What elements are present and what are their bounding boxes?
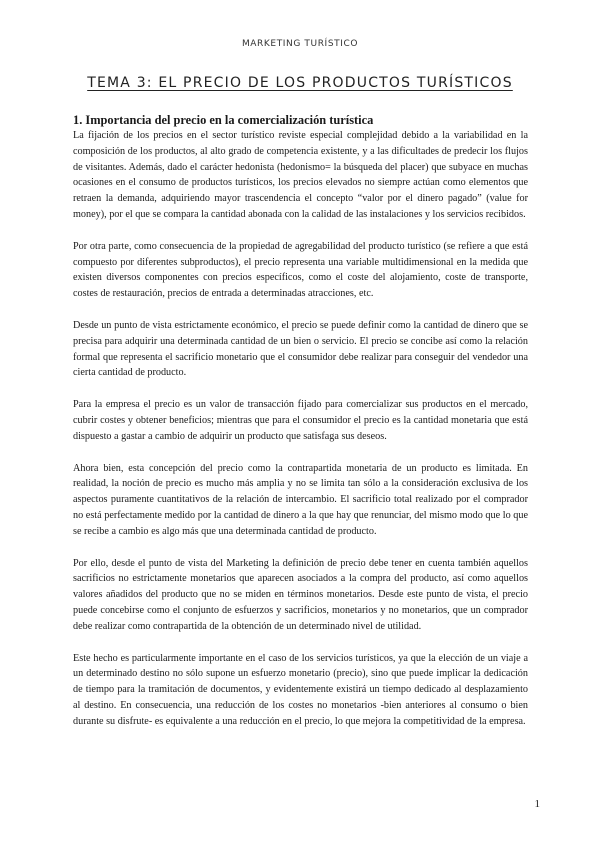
paragraph: Para la empresa el precio es un valor de transacción fijado para comercializar sus productos en el mercado, cubrir costes y obtener beneficios; mientras que para el consumidor el precio es la cantidad monetaria que está dispuesto a gastar a cambio de adquirir un producto que satisfaga sus deseos.	[73, 399, 528, 442]
document-title	[0, 75, 600, 91]
paragraph: Por otra parte, como consecuencia de la propiedad de agregabilidad del producto turístico (se refiere a que está compuesto por diferentes subproductos), el precio representa una variable multidimensional en la medida que existen diversos componentes con precios específicos, como el coste del alojamiento, coste de transporte, costes de restauración, precios de entrada a determinadas atracciones, etc.	[73, 240, 528, 300]
document-title-text: TEMA 3: EL PRECIO DE LOS PRODUCTOS TURÍSTICOS	[87, 75, 513, 91]
section-heading: 1. Importancia del precio en la comercialización turística	[73, 113, 374, 127]
document-body	[73, 112, 528, 746]
paragraph: La fijación de los precios en el sector turístico reviste especial complejidad debido a la variabilidad en la composición de los productos, al alto grado de competencia existente, y a las dificultades de predecir los flujos de visitantes. Además, dado el carácter hedonista (hedonismo= la búsqueda del placer) que subyace en muchas ocasiones en el consumo de productos turísticos, los precios elevados no siempre actúan como elementos que retraen la demanda, adquiriendo mayor trascendencia el concepto “valor por el dinero pagado” (value for money), por el que se compara la cantidad abonada con la calidad de las instalaciones y los servicios recibidos.	[73, 130, 528, 220]
paragraph: Por ello, desde el punto de vista del Marketing la definición de precio debe tener en cuenta también aquellos sacrificios no estrictamente monetarios que aparecen asociados a la compra del producto, así como aquellos valores añadidos del producto que no se miden en términos monetarios. Desde este punto de vista, el precio puede concebirse como el conjunto de esfuerzos y sacrificios, monetarios y no monetarios, que un comprador debe realizar como contrapartida de la obtención de un determinado nivel de utilidad.	[73, 557, 528, 632]
page-number: 1	[534, 798, 540, 810]
paragraph: Este hecho es particularmente importante en el caso de los servicios turísticos, ya que la elección de un viaje a un determinado destino no sólo supone un esfuerzo monetario (precio), sino que puede implicar la dedicación de tiempo para la tramitación de documentos, y evidentemente existirá un tiempo dedicado al desplazamiento al destino. En consecuencia, una reducción de los costes no monetarios -bien anteriores al consumo o bien durante su disfrute- es equivalente a una reducción en el precio, lo que mejora la competitividad de la empresa.	[73, 652, 528, 727]
paragraph: Ahora bien, esta concepción del precio como la contrapartida monetaria de un producto es limitada. En realidad, la noción de precio es mucho más amplia y no se limita tan sólo a la consideración exclusiva de los aspectos puramente cuantitativos de la relación de intercambio. El sacrificio total realizado por el comprador no está perfectamente medido por la cantidad de dinero a la que hay que renunciar, del mismo modo que lo que se recibe a cambio es algo más que una determinada cantidad de producto.	[73, 462, 528, 537]
paragraph: Desde un punto de vista estrictamente económico, el precio se puede definir como la cantidad de dinero que se precisa para adquirir una determinada cantidad de un bien o servicio. El precio se concibe así como la relación formal que representa el sacrificio monetario que el consumidor debe realizar para conseguir del vendedor una cierta cantidad de producto.	[73, 319, 528, 379]
running-header: MARKETING TURÍSTICO	[241, 39, 359, 49]
